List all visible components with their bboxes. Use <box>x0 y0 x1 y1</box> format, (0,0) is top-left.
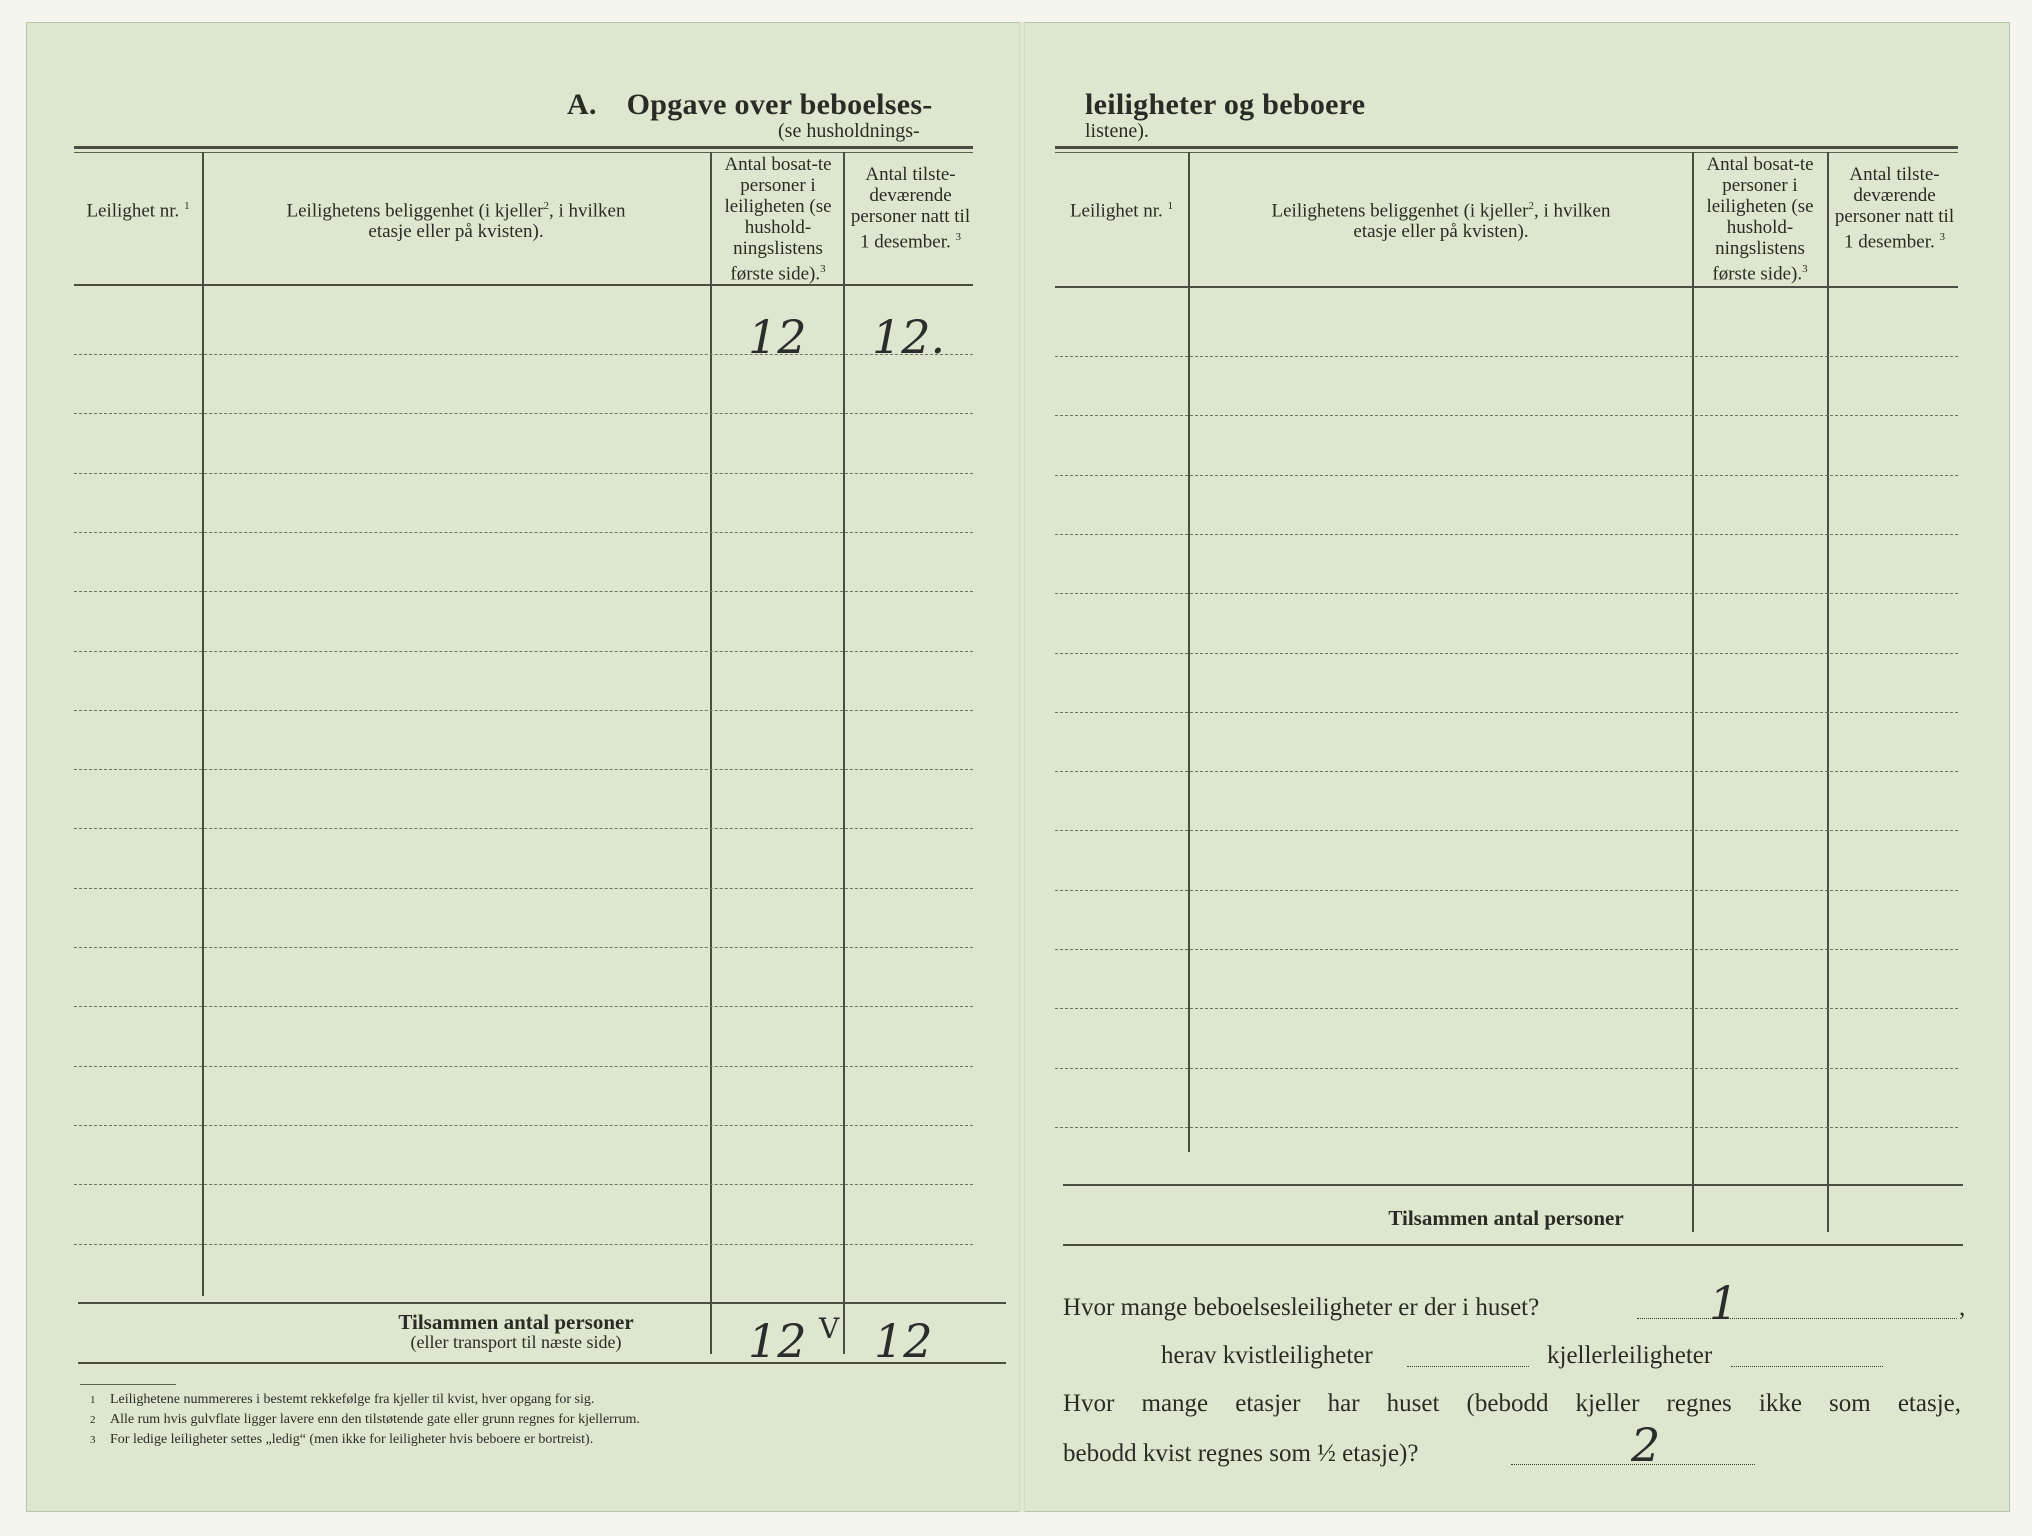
header-tilstedevaerende: Antal tilste-deværende personer natt til 1 desember. $^3$ <box>1834 164 1955 253</box>
left-subtitle: (se husholdnings- <box>778 120 920 142</box>
col-divider <box>843 152 845 1354</box>
total-tilstede-handwritten: 12 <box>874 1314 933 1368</box>
table-row-line <box>74 769 973 770</box>
left-total-sub: (eller transport til næste side) <box>410 1332 622 1352</box>
row1-bosatte-handwritten: 12 <box>748 310 807 364</box>
header-bosatte: Antal bosat-te personer i leiligheten (se hushold-ningslistens første side).$^3$ <box>724 154 832 285</box>
right-page <box>1025 22 2010 1512</box>
header-beliggenhet: Leilighetens beliggenhet (i kjeller$^2$, i hvilken etasje eller på kvisten). <box>286 200 626 243</box>
table-row-line <box>1055 1068 1958 1069</box>
table-row-line <box>1055 949 1958 950</box>
header-tilstedevaerende: Antal tilste-deværende personer natt til 1 desember. $^3$ <box>850 164 971 253</box>
table-row-line <box>1055 890 1958 891</box>
footnote-3: 3 For ledige leiligheter settes „ledig“ (men ikke for leiligheter hvis beboere er bortreist). <box>90 1432 594 1447</box>
left-title-text: Opgave over beboelses- <box>626 88 933 121</box>
table-top-rule-inner <box>1055 152 1958 153</box>
total-top-rule <box>78 1302 1006 1304</box>
table-row-line <box>74 1066 973 1067</box>
table-row-line <box>74 1244 973 1245</box>
table-row-line <box>1055 1127 1958 1128</box>
answer-line-attic <box>1407 1366 1529 1367</box>
table-row-line <box>74 1125 973 1126</box>
table-row-line <box>74 710 973 711</box>
table-row-line <box>74 591 973 592</box>
row1-tilstede-handwritten: 12. <box>872 310 946 364</box>
question-apartments: Hvor mange beboelsesleiligheter er der i huset? <box>1063 1294 1540 1321</box>
table-row-line <box>74 354 973 355</box>
table-row-line <box>1055 1008 1958 1009</box>
table-row-line <box>1055 356 1958 357</box>
footnote-1: 1 Leilighetene nummereres i bestemt rekkefølge fra kjeller til kvist, hver opgang for sig. <box>90 1392 595 1407</box>
section-letter: A. <box>567 88 597 121</box>
table-row-line <box>74 1184 973 1185</box>
footnote-rule <box>80 1384 176 1385</box>
table-row-line <box>1055 653 1958 654</box>
question-basement-apartments: kjellerleiligheter <box>1547 1342 1713 1369</box>
table-row-line <box>1055 771 1958 772</box>
table-row-line <box>1055 475 1958 476</box>
question-floors-line1: Hvor mange etasjer har huset (bebodd kjeller regnes ikke som etasje, <box>1063 1390 1961 1417</box>
table-row-line <box>74 947 973 948</box>
total-bottom-rule <box>78 1362 1006 1364</box>
right-total-label: Tilsammen antal personer <box>1388 1206 1624 1230</box>
answer-floors-handwritten: 2 <box>1631 1418 1661 1472</box>
table-row-line <box>74 413 973 414</box>
table-row-line <box>74 888 973 889</box>
header-beliggenhet: Leilighetens beliggenhet (i kjeller$^2$, i hvilken etasje eller på kvisten). <box>1271 200 1611 243</box>
footnote-2: 2 Alle rum hvis gulvflate ligger lavere enn den tilstøtende gate eller grunn regnes for kjellerrum. <box>90 1412 640 1427</box>
right-title: leiligheter og beboere <box>1085 88 1366 121</box>
header-bosatte: Antal bosat-te personer i leiligheten (se hushold-ningslistens første side).$^3$ <box>1706 154 1814 285</box>
table-row-line <box>74 1006 973 1007</box>
table-row-line <box>1055 593 1958 594</box>
question-attic-apartments: herav kvistleiligheter <box>1161 1342 1373 1369</box>
table-row-line <box>74 473 973 474</box>
table-row-line <box>1055 415 1958 416</box>
right-subtitle: listene). <box>1085 120 1149 142</box>
left-total-label: Tilsammen antal personer <box>398 1310 634 1334</box>
answer-apartments-handwritten: 1 <box>1709 1276 1739 1330</box>
header-leilighet-nr: Leilighet nr. $^1$ <box>1069 200 1174 222</box>
table-top-rule <box>74 146 973 149</box>
table-top-rule <box>1055 146 1958 149</box>
table-row-line <box>74 532 973 533</box>
total-bottom-rule <box>1063 1244 1963 1246</box>
question-apartments-comma: , <box>1959 1294 1966 1321</box>
table-row-line <box>74 828 973 829</box>
table-row-line <box>1055 830 1958 831</box>
left-page <box>26 22 1019 1512</box>
answer-line-apartments <box>1637 1318 1957 1319</box>
header-bottom-rule <box>1055 286 1958 288</box>
col-divider <box>1827 152 1829 1232</box>
col-divider <box>1692 152 1694 1232</box>
question-floors-line2: bebodd kvist regnes som ½ etasje)? <box>1063 1440 1419 1467</box>
col-divider <box>710 152 712 1354</box>
table-top-rule-inner <box>74 152 973 153</box>
check-mark: V <box>819 1312 840 1345</box>
table-row-line <box>1055 534 1958 535</box>
table-row-line <box>74 651 973 652</box>
total-bosatte-handwritten: 12 <box>748 1314 807 1368</box>
total-top-rule <box>1063 1184 1963 1186</box>
table-row-line <box>1055 712 1958 713</box>
answer-line-basement <box>1731 1366 1883 1367</box>
left-title <box>567 88 933 122</box>
header-leilighet-nr: Leilighet nr. $^1$ <box>86 200 190 222</box>
